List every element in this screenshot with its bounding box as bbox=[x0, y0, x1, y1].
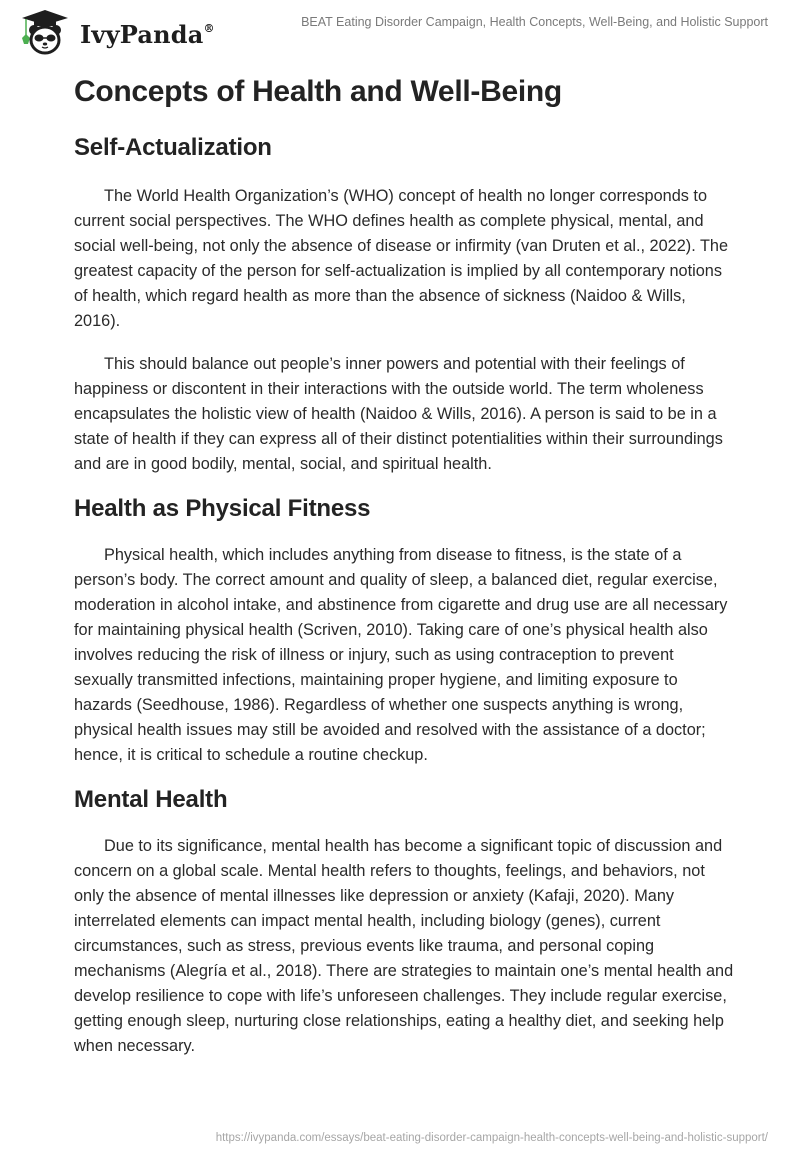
paragraph: The World Health Organization’s (WHO) concept of health no longer corresponds to current social perspectives. The WHO defines health as complete physical, mental, and social well-being, not only the absence of disease or infirmity (van Druten et al., 2022). The greatest capacity of the person for self-actualization is implied by all contemporary notions of health, which regard health as more than the absence of sickness (Naidoo & Wills, 2016). bbox=[74, 187, 729, 330]
logo-wordmark: IvyPanda® bbox=[80, 19, 215, 49]
section-heading-mental-health: Mental Health bbox=[74, 786, 228, 813]
ivypanda-logo[interactable] bbox=[16, 8, 215, 56]
paragraph: Physical health, which includes anything from disease to fitness, is the state of a person’s body. The correct amount and quality of sleep, a balanced diet, regular exercise, moderation in alcohol intake, and abstinence from cigarette and drug use are all necessary for maintaining physical health (Scriven, 2010). Taking care of one’s physical health also involves reducing the risk of illness or injury, such as using contraception to prevent sexually transmitted infections, maintaining proper hygiene, and limiting exposure to hazards (Seedhouse, 1986). Regardless of whether one suspects anything is wrong, physical health issues may still be avoided and resolved with the assistance of a doctor; hence, it is critical to schedule a routine checkup. bbox=[74, 546, 728, 764]
page-header bbox=[0, 0, 800, 60]
paragraph: This should balance out people’s inner powers and potential with their feelings of happiness or discontent in their interactions with the outside world. The term wholeness encapsulates the holistic view of health (Naidoo & Wills, 2016). A person is said to be in a state of health if they can express all of their distinct potentialities within their surroundings and are in good bodily, mental, social, and spiritual health. bbox=[74, 355, 723, 473]
article-body bbox=[74, 72, 734, 1059]
page-title: Concepts of Health and Well-Being bbox=[74, 75, 562, 108]
panda-graduate-icon bbox=[16, 8, 74, 56]
document-title: BEAT Eating Disorder Campaign, Health Concepts, Well-Being, and Holistic Support bbox=[301, 15, 768, 29]
paragraph: Due to its significance, mental health has become a significant topic of discussion and concern on a global scale. Mental health refers to thoughts, feelings, and behaviors, not only the absence of mental illnesses like depression or anxiety (Kafaji, 2020). Many interrelated elements can impact mental health, including biology (genes), current circumstances, such as stress, previous events like trauma, and personal coping mechanisms (Alegría et al., 2018). There are strategies to maintain one’s mental health and develop resilience to cope with life’s unforeseen challenges. They include regular exercise, getting enough sleep, nurturing close relationships, eating a healthy diet, and seeking help when necessary. bbox=[74, 837, 734, 1055]
section-heading-self-actualization: Self-Actualization bbox=[74, 134, 272, 161]
source-url[interactable]: https://ivypanda.com/essays/beat-eating-disorder-campaign-health-concepts-well-being-and-holistic-support/ bbox=[215, 1132, 768, 1144]
section-heading-physical-fitness: Health as Physical Fitness bbox=[74, 495, 371, 522]
